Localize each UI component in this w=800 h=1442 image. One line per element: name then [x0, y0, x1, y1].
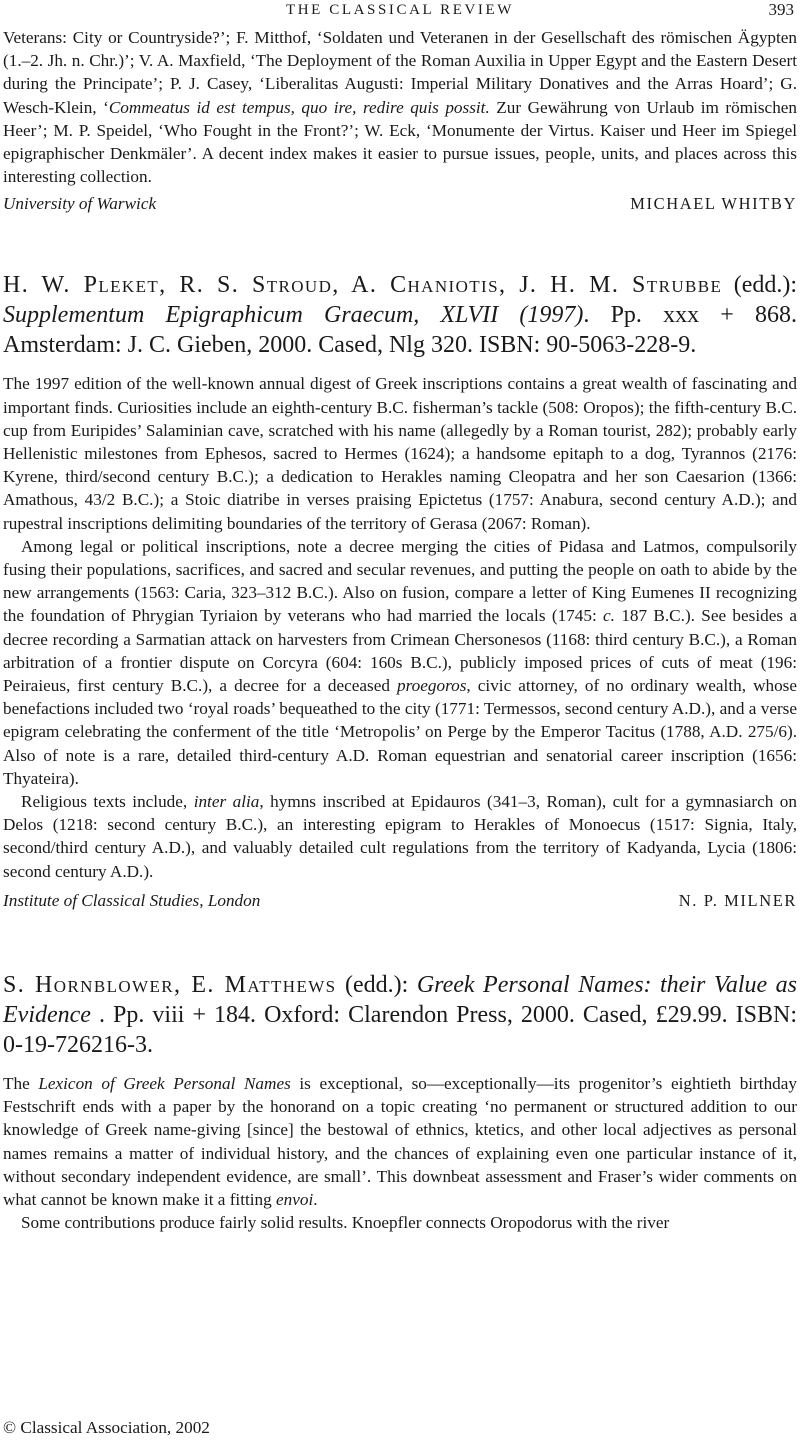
review-authors: H. W. Pleket, R. S. Stroud, A. Chaniotis, J. H. M. Strubbe	[3, 272, 723, 299]
reviewer-signature	[3, 889, 797, 912]
review-heading: H. W. Pleket, R. S. Stroud, A. Chaniotis, J. H. M. Strubbe (edd.): Supplementum Epigraphicum Graecum, XLVII (1997). Pp. xxx + 868. Amsterdam: J. C. Gieben, 2000. Cased, Nlg 320. ISBN: 90-5063-228-9.	[3, 272, 798, 359]
review-authors: S. Hornblower, E. Matthews	[3, 971, 337, 998]
review-paragraph: The 1997 edition of the well-known annual digest of Greek inscriptions contains a great wealth of fascinating and important finds. Curiosities include an eighth-century B.C. fisherman’s tackle (508: Oropos); the fifth-century B.C. cup from Euripides’ Salaminian cave, scratched with his name (allegedly by a Roman tourist, 282); probably early Hellenistic milestones from Ephesos, sacred to Hermes (1624); a handsome epitaph to a dog, Tyrannos (2176: Kyrene, third/second century B.C.); a dedication to Herakles naming Cleopatra and her son Caesarion (1366: Amathous, 43/2 B.C.); a Stoic diatribe in verses praising Epictetus (1757: Anabura, second century A.D.); and rupestral inscriptions delimiting boundaries of the territory of Gerasa (2067: Roman).	[3, 374, 797, 533]
reviewer-name: MICHAEL WHITBY	[630, 194, 797, 214]
review-book-title: Greek Personal Names: their Value as Evidence	[3, 971, 797, 1028]
review-paragraph: The Lexicon of Greek Personal Names is exceptional, so—exceptionally—its progenitor’s eightieth birthday Festschrift ends with a paper by the honorand on a topic creating ‘no permanent or structured addition to our knowledge of Greek name-giving [since] the bestowal of ethnics, ktetics, and other local adjectives as personal names remains a matter of individual history, and the chances of explaining even one particular instance of it, without secondary independent evidence, are small’. This downbeat assessment and Fraser’s wider comments on what cannot be known make it a fitting envoi.	[3, 1073, 797, 1209]
review-paragraph: Among legal or political inscriptions, note a decree merging the cities of Pidasa and Latmos, compulsorily fusing their populations, sacrifices, and sacred and secular revenues, and putting the people on oath to abide by the new arrangements (1563: Caria, 323–312 B.C.). Also on fusion, compare a letter of King Eumenes II recognizing the foundation of Phrygian Tyriaion by veterans who had married the locals (1745: c. 187 B.C.). See besides a decree recording a Sarmatian attack on harvesters from Crimean Chersonesos (1168: third century B.C.), a Roman arbitration of a frontier dispute on Corcyra (604: 160s B.C.), publicly imposed prices of cuts of meat (196: Peiraieus, first century B.C.), a decree for a deceased proegoros, civic attorney, of no ordinary wealth, whose benefactions included two ‘royal roads’ bequeathed to the city (1771: Termessos, second century A.D.), and a verse epigram celebrating the conferment of the title ‘Metropolis’ on Perge by the Emperor Tacitus (1788, A.D. 275/6). Also of note is a rare, detailed third-century A.D. Roman equestrian and senatorial career inscription (1656: Thyateira).	[3, 536, 798, 788]
review-paragraph: Veterans: City or Countryside?’; F. Mitthof, ‘Soldaten und Veteranen in der Gesellschaft des römischen Ägypten (1.–2. Jh. n. Chr.)’; V. A. Maxfield, ‘The Deployment of the Roman Auxilia in Upper Egypt and the Eastern Desert during the Principate’; P. J. Casey, ‘Liberalitas Augusti: Imperial Military Donatives and the Arras Hoard’; G. Wesch-Klein, ‘Commeatus id est tempus, quo ire, redire quis possit. Zur Gewährung von Urlaub im römischen Heer’; M. P. Speidel, ‘Who Fought in the Front?’; W. Eck, ‘Monumente der Virtus. Kaiser und Heer im Spiegel epigraphischer Denkmäler’. A decent index makes it easier to pursue issues, people, units, and places across this interesting collection.	[3, 28, 798, 187]
review-heading: S. Hornblower, E. Matthews (edd.): Greek Personal Names: their Value as Evidence . Pp. viii + 184. Oxford: Clarendon Press, 2000. Cased, £29.99. ISBN: 0-19-726216-3.	[3, 971, 797, 1058]
reviewer-name: N. P. MILNER	[678, 890, 797, 910]
running-head: THE CLASSICAL REVIEW	[285, 2, 515, 18]
journal-page	[3, 0, 797, 1234]
review-paragraph: Some contributions produce fairly solid results. Knoepfler connects Oropodorus with the river	[21, 1213, 670, 1233]
review-seg	[3, 270, 797, 911]
copyright-footer: © Classical Association, 2002	[3, 1418, 210, 1437]
review-paragraph: Religious texts include, inter alia, hymns inscribed at Epidauros (341–3, Roman), cult for a gymnasiarch on Delos (1218: second century B.C.), an interesting epigram to Herakles of Monoecus (1517: Signia, Italy, second/third century A.D.), and valuably detailed cult regulations from the territory of Kadyanda, Lycia (1806: second century A.D.).	[3, 792, 797, 881]
review-book-title: Supplementum Epigraphicum Graecum, XLVII (1997)	[3, 302, 584, 329]
review-greek-personal-names	[3, 970, 797, 1234]
review-book-details: . Pp. viii + 184. Oxford: Clarendon Press, 2000. Cased, £29.99. ISBN: 0-19-726216-3.	[3, 1001, 797, 1058]
page-number: 393	[768, 0, 794, 19]
reviewer-affiliation: Institute of Classical Studies, London	[3, 890, 261, 910]
page-header	[3, 0, 797, 26]
reviewer-signature	[3, 192, 797, 215]
review-whitby-tail	[3, 26, 797, 215]
review-book-details: . Pp. xxx + 868. Amsterdam: J. C. Gieben, 2000. Cased, Nlg 320. ISBN: 90-5063-228-9.	[3, 302, 797, 359]
reviewer-affiliation: University of Warwick	[3, 194, 157, 214]
